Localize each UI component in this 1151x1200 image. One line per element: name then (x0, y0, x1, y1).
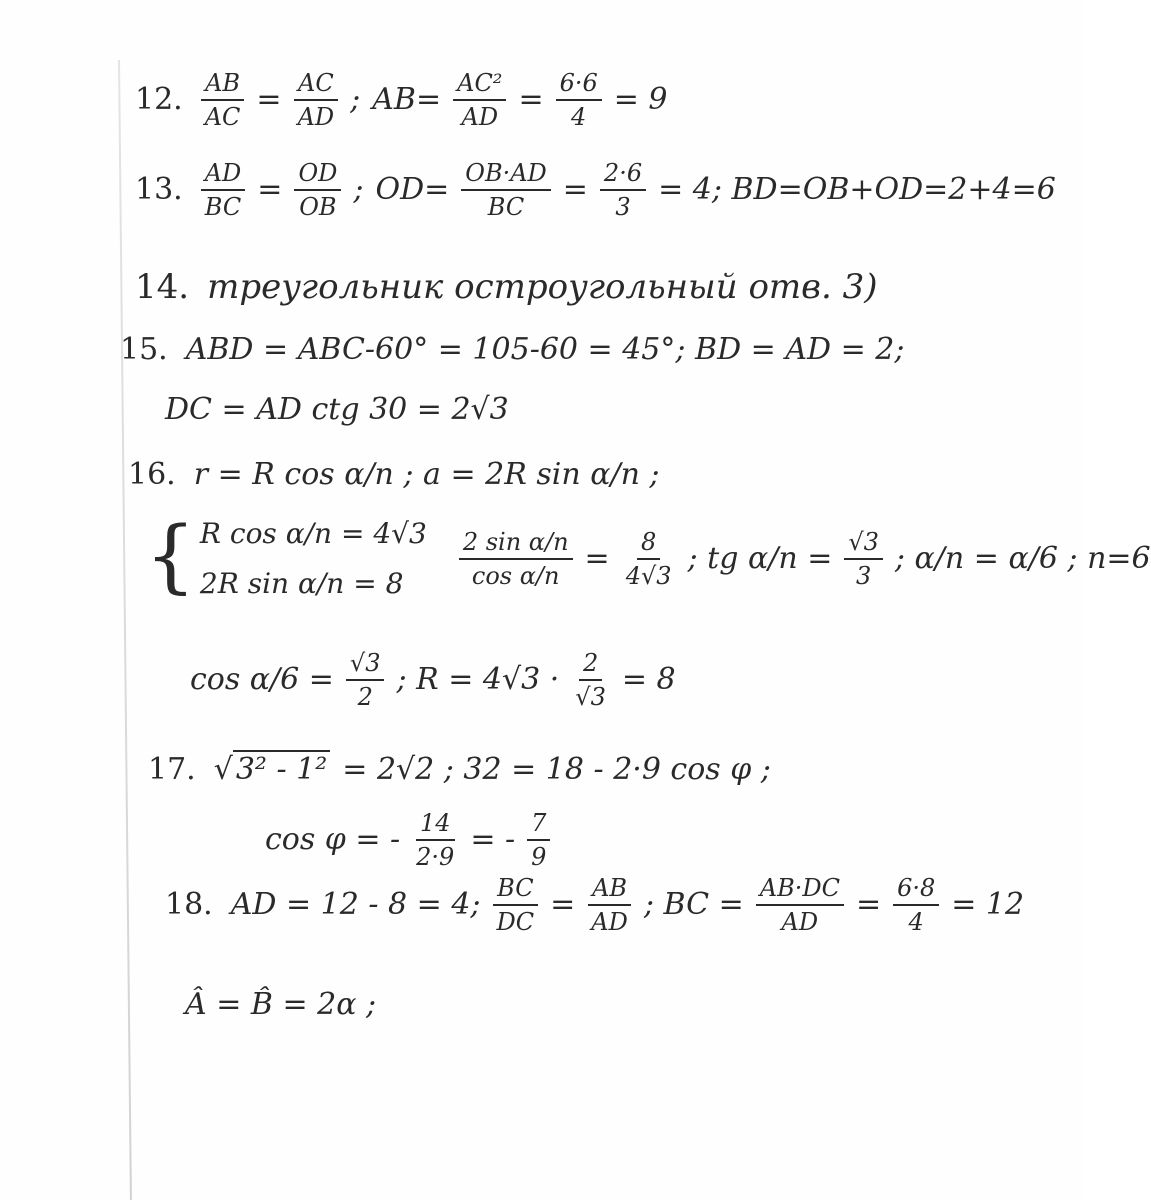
fraction (600, 160, 646, 221)
expression: r = R cos α/n ; a = 2R sin α/n ; (193, 457, 660, 492)
fraction (412, 810, 458, 871)
numerator: 7 (527, 810, 550, 841)
problem-14 (135, 267, 878, 307)
expression: DC = AD ctg 30 = 2√3 (165, 392, 509, 427)
fraction (756, 875, 844, 936)
numerator: AC² (453, 70, 506, 101)
fraction (493, 875, 539, 936)
fraction (453, 70, 506, 131)
denominator: BC (204, 193, 242, 222)
numerator: AB·DC (756, 875, 844, 906)
denominator: 3 (855, 562, 872, 590)
problem-17 (148, 752, 771, 787)
expression: cos φ = - (265, 822, 401, 858)
separator: ; (353, 172, 364, 208)
problem-number: 15. (120, 332, 168, 367)
denominator: 2·9 (416, 843, 455, 872)
problem-18-line-2 (185, 987, 377, 1022)
radical-expression (213, 752, 331, 787)
equals: = (550, 887, 576, 923)
denominator: AD (461, 103, 499, 132)
fraction (201, 70, 245, 131)
sqrt-icon: √ (213, 752, 233, 787)
fraction (527, 810, 550, 871)
expression: = - (470, 822, 516, 858)
denominator: AD (591, 908, 628, 937)
expression: AB= (372, 82, 442, 118)
denominator: BC (487, 193, 525, 222)
problem-12 (135, 70, 668, 131)
denominator: AD (297, 103, 335, 132)
expression: Â = B̂ = 2α ; (185, 987, 377, 1022)
numerator: 14 (416, 810, 455, 841)
fraction (587, 875, 632, 936)
problem-18 (165, 875, 1024, 936)
separator: ; (350, 82, 361, 118)
denominator: AD (781, 908, 819, 937)
numerator: AB (201, 70, 244, 101)
numerator: 6·6 (556, 70, 602, 101)
expression: ; R = 4√3 · (396, 662, 560, 698)
numerator: 8 (637, 529, 660, 560)
problem-16 (128, 457, 660, 492)
denominator: 4√3 (625, 562, 672, 590)
expression: cos α/6 = (190, 662, 334, 698)
numerator: OD (294, 160, 341, 191)
problem-number: 14. (135, 267, 190, 307)
fraction (459, 529, 573, 590)
numerator: AC (294, 70, 338, 101)
problem-number: 18. (165, 887, 213, 923)
numerator: 2·6 (600, 160, 646, 191)
denominator: OB (299, 193, 337, 222)
numerator: OB·AD (461, 160, 551, 191)
problem-number: 16. (128, 457, 176, 492)
fraction (346, 650, 385, 711)
numerator: AD (201, 160, 246, 191)
fraction (893, 875, 939, 936)
numerator: BC (493, 875, 537, 906)
equals: = (256, 82, 282, 118)
denominator: √3 (575, 683, 606, 712)
denominator: 4 (571, 103, 587, 132)
equals: = (518, 82, 544, 118)
denominator: 3 (615, 193, 631, 222)
denominator: 2 (357, 683, 373, 712)
problem-15 (120, 332, 905, 367)
radicand: 3² - 1² (233, 750, 330, 787)
numerator: 2 (579, 650, 602, 681)
denominator: 9 (531, 843, 547, 872)
paper-edge (118, 60, 132, 1200)
expression: ; α/n = α/6 ; n=6 (894, 541, 1151, 576)
problem-17-line-2 (265, 810, 550, 871)
problem-15-line-2 (165, 392, 509, 427)
expression: = 2√2 ; 32 = 18 - 2·9 cos φ ; (342, 752, 771, 787)
problem-number: 12. (135, 82, 183, 118)
expression: AD = 12 - 8 = 4; (230, 887, 481, 923)
expression: ; tg α/n = (687, 541, 833, 576)
fraction (571, 650, 610, 711)
equals: = (257, 172, 283, 208)
system-lines (199, 517, 427, 600)
expression: ABD = ABC-60° = 105-60 = 45°; BD = AD = 2; (185, 332, 905, 367)
denominator: DC (496, 908, 535, 937)
fraction (201, 160, 246, 221)
equation-system (145, 509, 427, 602)
numerator: √3 (844, 529, 883, 560)
equals: = (562, 172, 588, 208)
system-equation-2: 2R sin α/n = 8 (199, 567, 404, 600)
numerator: 6·8 (893, 875, 939, 906)
fraction (461, 160, 551, 221)
denominator: AC (204, 103, 241, 132)
expression: OD= (375, 172, 450, 208)
result: = 9 (613, 82, 668, 118)
fraction (294, 160, 341, 221)
denominator: 4 (908, 908, 924, 937)
fraction (844, 529, 883, 590)
system-equation-1: R cos α/n = 4√3 (199, 517, 427, 550)
numerator: 2 sin α/n (459, 529, 573, 560)
problem-number: 13. (135, 172, 183, 208)
fraction (556, 70, 602, 131)
expression: ; BC = (643, 887, 744, 923)
fraction (622, 529, 676, 590)
result: = 4; BD=OB+OD=2+4=6 (658, 172, 1056, 208)
problem-16-system (145, 509, 1151, 602)
problem-13 (135, 160, 1056, 221)
brace-icon: { (145, 509, 196, 602)
problem-number: 17. (148, 752, 196, 787)
numerator: √3 (346, 650, 385, 681)
equals: = (584, 541, 610, 576)
result: = 8 (621, 662, 676, 698)
result: = 12 (951, 887, 1025, 923)
answer-text: треугольник остроугольный отв. 3) (207, 267, 878, 307)
denominator: cos α/n (471, 562, 560, 590)
fraction (294, 70, 339, 131)
problem-16-line-3 (190, 650, 676, 711)
equals: = (855, 887, 882, 923)
numerator: AB (588, 875, 631, 906)
